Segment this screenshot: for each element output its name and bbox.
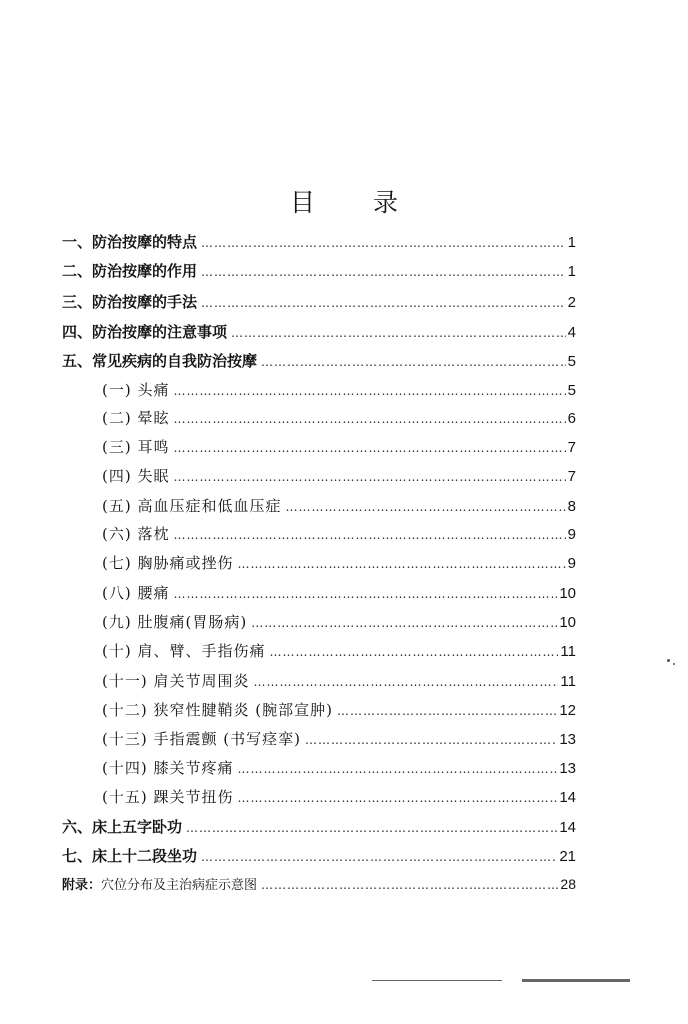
scan-edge-line [522,979,630,982]
toc-entry-page: 14 [559,819,576,836]
dot-leader [173,464,565,490]
dot-leader [173,581,557,607]
toc-subentry-10[interactable] [102,638,576,664]
toc-entry-page: 28 [560,876,576,892]
dot-leader [261,349,566,375]
toc-entry-page: 12 [559,702,576,719]
dot-leader [237,756,557,782]
dot-leader [305,727,557,753]
appendix-label: 穴位分布及主治病症示意图 [101,878,258,893]
toc-subentry-3[interactable] [102,434,576,460]
toc-entry-label: 七、床上十二段坐功 [62,847,198,865]
toc-subentry-13[interactable] [102,726,576,752]
toc-entry-label: (一) 头痛 [102,381,170,399]
scan-speck [667,659,670,662]
toc-entry-page: 7 [567,468,576,485]
dot-leader [237,551,565,577]
toc-entry-page: 6 [567,410,576,427]
toc-entry-page: 21 [559,848,576,865]
dot-leader [173,522,565,548]
toc-entry-label [62,873,257,899]
dot-leader [173,378,565,404]
toc-entry-7[interactable] [62,843,576,869]
dot-leader [251,610,557,636]
scan-edge-line [372,980,502,981]
toc-entry-page: 2 [567,294,576,311]
toc-entry-label: (十五) 踝关节扭伤 [102,788,234,806]
toc-subentry-12[interactable] [102,697,576,723]
toc-entry-page: 13 [559,760,576,777]
toc-entry-label: (十二) 狭窄性腱鞘炎 (腕部宣肿) [102,701,333,719]
dot-leader [269,639,558,665]
toc-entry-label: 一、防治按摩的特点 [62,233,198,251]
dot-leader [253,669,558,695]
toc-entry-page: 9 [567,526,576,543]
toc-appendix[interactable] [62,871,576,897]
toc-entry-label: (四) 失眠 [102,467,170,485]
toc-entry-page: 11 [560,643,576,660]
toc-entry-label: 五、常见疾病的自我防治按摩 [62,352,258,370]
toc-entry-page: 5 [567,382,576,399]
toc-entry-page: 10 [559,614,576,631]
toc-entry-page: 8 [567,498,576,515]
title-char-1: 目 [289,188,315,217]
dot-leader [337,698,557,724]
toc-entry-label: 六、床上五字卧功 [62,818,183,836]
toc-entry-6[interactable] [62,814,576,840]
dot-leader [237,785,557,811]
toc-entry-3[interactable] [62,289,576,315]
toc-subentry-11[interactable] [102,668,576,694]
toc-entry-page: 1 [567,234,576,251]
scan-speck [673,663,675,665]
dot-leader [285,494,565,520]
dot-leader [173,435,565,461]
toc-entry-page: 5 [567,353,576,370]
dot-leader [231,320,566,346]
dot-leader [201,259,566,285]
toc-entry-label: (十三) 手指震颤 (书写痉挛) [102,730,301,748]
toc-entry-1[interactable] [62,229,576,255]
toc-entry-page: 13 [559,731,576,748]
toc-entry-2[interactable] [62,258,576,284]
title-char-2: 录 [373,188,399,217]
toc-subentry-4[interactable] [102,463,576,489]
toc-subentry-1[interactable] [102,377,576,403]
dot-leader [173,406,565,432]
toc-entry-label: (九) 肚腹痛(胃肠病) [102,613,248,631]
dot-leader [261,872,558,898]
toc-entry-5[interactable] [62,348,576,374]
toc-entry-label: (七) 胸胁痛或挫伤 [102,554,234,572]
dot-leader [201,290,566,316]
toc-subentry-6[interactable] [102,521,576,547]
toc-subentry-8[interactable] [102,580,576,606]
toc-subentry-9[interactable] [102,609,576,635]
toc-entry-label: 四、防治按摩的注意事项 [62,323,228,341]
toc-subentry-14[interactable] [102,755,576,781]
toc-entry-label: (十四) 膝关节疼痛 [102,759,234,777]
toc-entry-label: (八) 腰痛 [102,584,170,602]
toc-subentry-2[interactable] [102,405,576,431]
toc-entry-label: (十) 肩、臂、手指伤痛 [102,642,266,660]
toc-entry-page: 4 [567,324,576,341]
toc-entry-page: 1 [567,263,576,280]
toc-subentry-7[interactable] [102,550,576,576]
toc-entry-page: 14 [559,789,576,806]
toc-entry-page: 9 [567,555,576,572]
toc-entry-label: (二) 晕眩 [102,409,170,427]
dot-leader [186,815,557,841]
toc-entry-4[interactable] [62,319,576,345]
dot-leader [201,844,557,870]
toc-subentry-15[interactable] [102,784,576,810]
toc-entry-label: 三、防治按摩的手法 [62,293,198,311]
toc-entry-label: 二、防治按摩的作用 [62,262,198,280]
toc-subentry-5[interactable] [102,493,576,519]
toc-entry-label: (六) 落枕 [102,525,170,543]
toc-entry-label: (三) 耳鸣 [102,438,170,456]
appendix-prefix: 附录： [62,878,102,893]
toc-entry-page: 10 [559,585,576,602]
toc-entry-label: (五) 高血压症和低血压症 [102,497,282,515]
dot-leader [201,230,566,256]
toc-entry-page: 7 [567,439,576,456]
toc-entry-page: 11 [560,673,576,690]
toc-entry-label: (十一) 肩关节周围炎 [102,672,250,690]
